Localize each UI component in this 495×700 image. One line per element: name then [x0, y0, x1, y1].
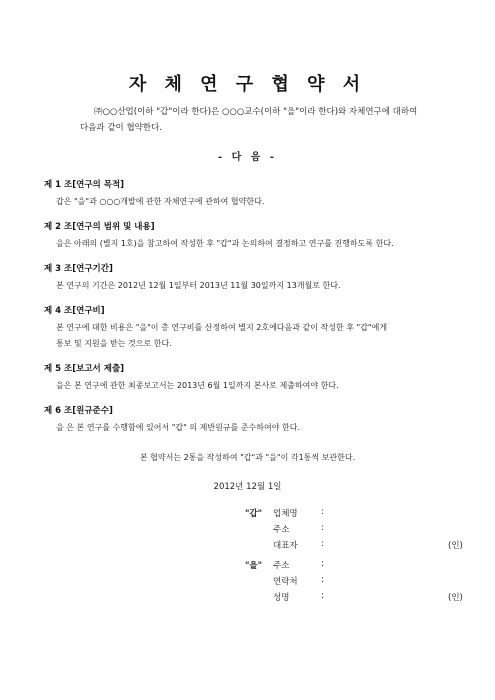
field-label: 업체명 [273, 509, 298, 519]
signature-row [273, 507, 473, 521]
signature-row [273, 559, 473, 573]
article-body: 을은 본 연구에 관한 최종보고서는 2013년 6월 1일까지 본사로 제출하여야 한다. [56, 381, 339, 390]
field-colon: : [321, 523, 324, 533]
signature-row [273, 591, 473, 605]
article-heading: 제 2 조[연구의 범위 및 내용] [44, 222, 155, 232]
article-body: 본 연구의 기간은 2012년 12월 1일부터 2013년 11월 30일까지 13개월로 한다. [56, 281, 341, 290]
seal-mark: (인) [448, 541, 463, 551]
intro-paragraph [80, 104, 450, 136]
article-body: 본 연구에 대한 비용은 "을"이 총 연구비를 산정하여 별지 2호에다음과 같이 작성한 후 "갑"에게 통보 및 지원을 받는 것으로 한다. [56, 323, 388, 348]
field-colon: : [321, 507, 324, 517]
article-6 [44, 404, 464, 436]
field-label: 주소 [273, 525, 290, 535]
signature-row [273, 575, 473, 589]
article-1 [44, 178, 464, 210]
article-2 [44, 220, 464, 252]
field-label: 연락처 [273, 577, 298, 587]
article-body: 을은 아래의 (별지 1호)을 참고하여 작성한 후 "갑"과 논의하여 결정하고 연구를 진행하도록 한다. [56, 239, 394, 248]
closing-statement: 본 협약서는 2통을 작성하여 "갑"과 "을"이 각1통씩 보관한다. [139, 453, 356, 462]
signature-row [273, 523, 473, 537]
party-name: "을" [245, 561, 263, 571]
field-label: 성명 [273, 593, 290, 603]
article-4 [44, 304, 464, 352]
article-body: 을 은 본 연구를 수행함에 있어서 "갑" 의 제반원규를 준수하여야 한다. [56, 423, 300, 432]
field-colon: : [321, 539, 324, 549]
article-body: 갑은 "을"과 ○○○개발에 관한 자체연구에 관하여 협약한다. [56, 197, 265, 206]
intro-line: 다음과 같이 협약한다. [80, 123, 163, 133]
field-colon: : [321, 559, 324, 569]
document-title: 자 체 연 구 협 약 서 [128, 74, 367, 95]
seal-mark: (인) [448, 593, 463, 603]
field-label: 대표자 [273, 541, 298, 551]
signing-date: 2012년 12월 1일 [213, 482, 282, 492]
article-heading: 제 1 조[연구의 목적] [44, 180, 125, 190]
article-5 [44, 362, 464, 394]
article-heading: 제 6 조[원규준수] [44, 406, 113, 416]
intro-line: ㈜○○산업(이하 "갑"이라 한다)은 ○○○교수(이하 "을"이라 한다)와 자체연구에 대하여 [94, 107, 418, 117]
section-separator: - 다 음 - [217, 152, 278, 163]
party-name: "갑" [245, 509, 263, 519]
article-heading: 제 3 조[연구기간] [44, 264, 113, 274]
article-heading: 제 4 조[연구비] [44, 306, 105, 316]
field-colon: : [321, 575, 324, 585]
article-3 [44, 262, 464, 294]
article-heading: 제 5 조[보고서 제출] [44, 364, 125, 374]
field-label: 주소 [273, 561, 290, 571]
field-colon: : [321, 591, 324, 601]
signature-row [273, 539, 473, 553]
